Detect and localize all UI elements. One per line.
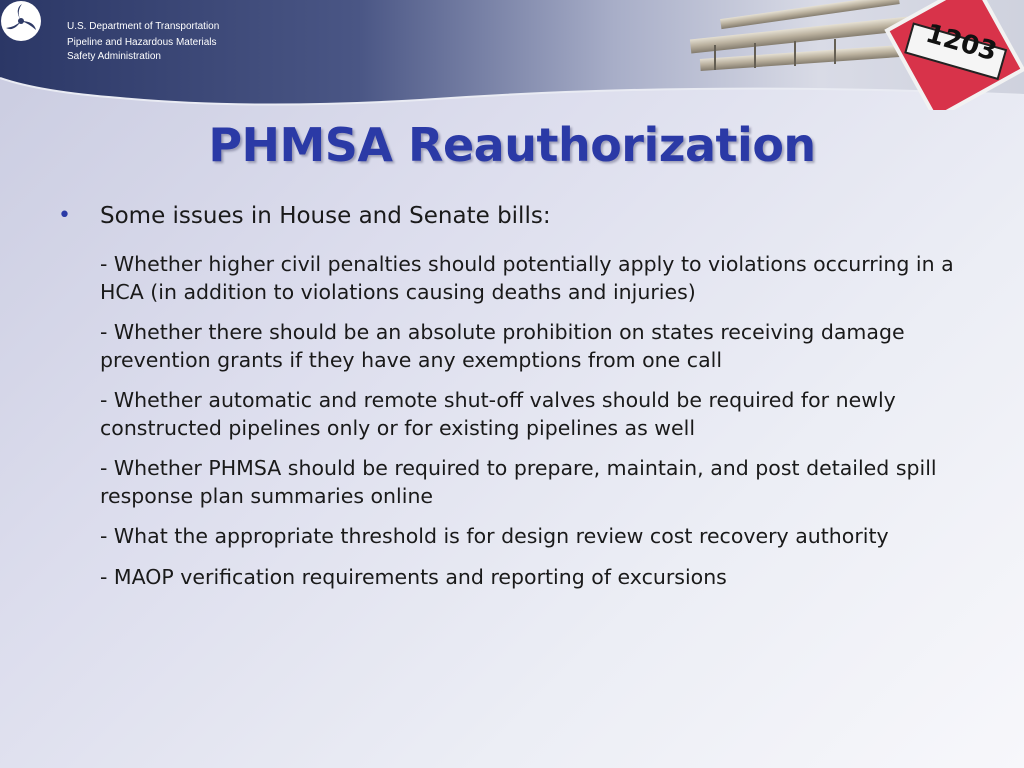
slide-title: PHMSA Reauthorization <box>208 118 816 172</box>
bullet-icon: • <box>58 203 71 228</box>
org-line-2: Pipeline and Hazardous Materials <box>67 37 217 48</box>
dot-logo-icon <box>0 0 42 42</box>
header-banner <box>0 0 1024 110</box>
sub-item-list <box>100 251 960 604</box>
agency-name <box>67 20 219 64</box>
placard-number: 1203 <box>922 18 1001 68</box>
sub-item: - MAOP verification requirements and reporting of excursions <box>100 564 727 589</box>
org-line-1: U.S. Department of Transportation <box>67 21 220 32</box>
sub-item: - Whether PHMSA should be required to prepare, maintain, and post detailed spill response plan summaries online <box>100 456 937 508</box>
sub-item: - What the appropriate threshold is for design review cost recovery authority <box>100 524 889 548</box>
bullet-text: Some issues in House and Senate bills: <box>100 203 551 229</box>
org-line-3: Safety Administration <box>67 51 161 62</box>
sub-item: - Whether automatic and remote shut-off valves should be required for newly constructed pipelines only or for existing pipelines as well <box>100 388 896 440</box>
sub-item: - Whether there should be an absolute prohibition on states receiving damage prevention grants if they have any exemptions from one call <box>100 320 905 372</box>
sub-item: - Whether higher civil penalties should potentially apply to violations occurring in a HCA (in addition to violations causing deaths and injuries) <box>100 252 954 304</box>
